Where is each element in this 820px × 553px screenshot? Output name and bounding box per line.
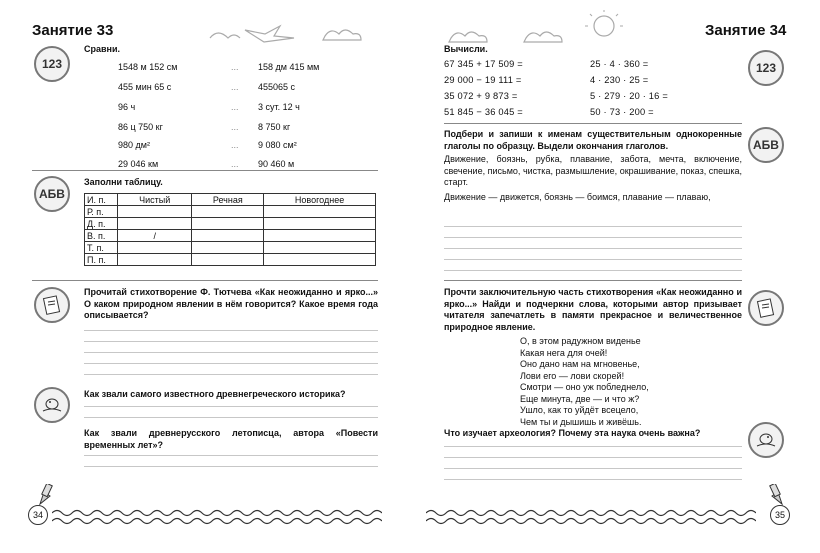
knowledge-section-icon-right bbox=[748, 422, 784, 458]
pencil-icon bbox=[36, 484, 56, 506]
answer-line bbox=[444, 468, 742, 469]
verbs-heading: Подбери и запиши к именам существительным однокоренные глаголы по образцу. Выдели окончания глаголов. bbox=[444, 129, 742, 151]
poem-line: Смотри — оно уж побледнело, bbox=[520, 382, 649, 392]
table-case-r: Р. п. bbox=[85, 206, 118, 218]
answer-line bbox=[444, 248, 742, 249]
table-case-d: Д. п. bbox=[85, 218, 118, 230]
poem-line: Какая нега для очей! bbox=[520, 347, 608, 358]
answer-line bbox=[84, 363, 378, 364]
compare-dots-4: ... bbox=[231, 122, 239, 132]
calc-expr-5: 25 · 4 · 360 = bbox=[590, 59, 649, 69]
table-cell[interactable] bbox=[264, 218, 376, 230]
poem-line: Оно дано нам на мгновенье, bbox=[520, 359, 640, 369]
numbers-123-icon: 123 bbox=[755, 61, 777, 75]
poem-question: Прочитай стихотворение Ф. Тютчева «Как неожиданно и ярко...» О каком природном явлении в нём говорится? Какое время года описывается? bbox=[84, 287, 378, 320]
language-section-icon-right bbox=[748, 127, 784, 163]
math-section-icon bbox=[34, 46, 70, 82]
poem-line: Лови его — лови скорей! bbox=[520, 370, 625, 381]
poem-line: Ушло, как то уйдёт всецело, bbox=[520, 405, 639, 415]
compare-left-1: 1548 м 152 см bbox=[118, 62, 178, 72]
compare-dots-3: ... bbox=[231, 102, 239, 112]
verbs-word-list: Движение, боязнь, рубка, плавание, забота, мечта, включение, свечение, письмо, чистка, размышление, окрашивание, показ, спешка, старт. bbox=[444, 154, 742, 187]
table-cell[interactable] bbox=[192, 206, 264, 218]
calc-expr-2: 29 000 − 19 111 = bbox=[444, 75, 522, 85]
section-divider bbox=[32, 280, 378, 281]
wave-decoration bbox=[426, 508, 756, 528]
table-case-t: Т. п. bbox=[85, 242, 118, 254]
answer-line bbox=[84, 341, 378, 342]
language-section-icon bbox=[34, 176, 70, 212]
section-divider bbox=[444, 280, 742, 281]
compare-right-2: 455065 с bbox=[258, 82, 296, 92]
poem-line: Еще минута, две — и что ж? bbox=[520, 393, 640, 404]
table-cell[interactable] bbox=[118, 242, 192, 254]
page-number-35: 35 bbox=[770, 505, 790, 525]
answer-line bbox=[84, 417, 378, 418]
declension-table bbox=[84, 193, 376, 266]
letters-abv-icon: АБВ bbox=[753, 138, 779, 152]
table-heading: Заполни таблицу. bbox=[84, 177, 163, 187]
table-cell[interactable] bbox=[264, 254, 376, 266]
table-cell[interactable] bbox=[192, 254, 264, 266]
table-case-p: П. п. bbox=[85, 254, 118, 266]
math-section-icon-right bbox=[748, 50, 784, 86]
answer-line bbox=[444, 270, 742, 271]
page-number-34: 34 bbox=[28, 505, 48, 525]
answer-line bbox=[84, 455, 378, 456]
table-cell[interactable] bbox=[264, 242, 376, 254]
calc-expr-3: 35 072 + 9 873 = bbox=[444, 91, 518, 101]
calc-expr-4: 51 845 − 36 045 = bbox=[444, 107, 523, 117]
calc-expr-8: 50 · 73 · 200 = bbox=[590, 107, 654, 117]
table-cell[interactable] bbox=[264, 230, 376, 242]
verbs-example: Движение — движется, боязнь — боимся, плавание — плаваю, bbox=[444, 192, 711, 202]
reading-section-icon bbox=[34, 287, 70, 323]
calc-expr-1: 67 345 + 17 509 = bbox=[444, 59, 523, 69]
poem-line: О, в этом радужном виденье bbox=[520, 336, 641, 346]
wave-decoration bbox=[52, 508, 382, 528]
compare-left-3: 96 ч bbox=[118, 102, 136, 112]
table-cell[interactable] bbox=[192, 242, 264, 254]
compare-left-6: 29 046 км bbox=[118, 159, 159, 169]
reading-section-icon-right bbox=[748, 290, 784, 326]
answer-line bbox=[84, 406, 378, 407]
poem-task-heading: Прочти заключительную часть стихотворения «Как неожиданно и ярко...» Найди и подчеркни слова, которыми автор призывает читателя запечатлеть в памяти прекрасное и величественное природное явление. bbox=[444, 287, 742, 332]
bird-icon bbox=[755, 430, 777, 450]
table-header-col2: Речная bbox=[192, 194, 264, 206]
table-cell[interactable] bbox=[192, 218, 264, 230]
compare-left-5: 980 дм² bbox=[118, 140, 150, 150]
table-cell[interactable] bbox=[192, 230, 264, 242]
calc-col1 bbox=[444, 59, 523, 123]
compare-dots-5: ... bbox=[231, 140, 239, 150]
calc-expr-7: 5 · 279 · 20 · 16 = bbox=[590, 91, 668, 101]
compare-right-3: 3 сут. 12 ч bbox=[258, 102, 300, 112]
answer-line bbox=[444, 226, 742, 227]
answer-line bbox=[84, 374, 378, 375]
book-icon bbox=[756, 298, 776, 318]
compare-right-6: 90 460 м bbox=[258, 159, 295, 169]
archaeology-question: Что изучает археология? Почему эта наука очень важна? bbox=[444, 428, 701, 438]
compare-left-2: 455 мин 65 с bbox=[118, 82, 172, 92]
compare-dots-2: ... bbox=[231, 82, 239, 92]
letters-abv-icon: АБВ bbox=[39, 187, 65, 201]
table-header-col1: Чистый bbox=[118, 194, 192, 206]
table-case-v: В. п. bbox=[85, 230, 118, 242]
answer-line bbox=[444, 457, 742, 458]
lesson-33-title: Занятие 33 bbox=[32, 22, 114, 39]
answer-line bbox=[444, 446, 742, 447]
table-cell[interactable] bbox=[118, 254, 192, 266]
table-cell[interactable] bbox=[264, 206, 376, 218]
bird-clouds-decoration bbox=[205, 18, 395, 44]
answer-line bbox=[84, 352, 378, 353]
answer-line bbox=[444, 259, 742, 260]
calc-col2 bbox=[590, 59, 668, 123]
compare-right-1: 158 дм 415 мм bbox=[258, 62, 320, 72]
compare-right-4: 8 750 кг bbox=[258, 122, 291, 132]
compare-left-4: 86 ц 750 кг bbox=[118, 122, 163, 132]
table-cell[interactable] bbox=[118, 206, 192, 218]
section-divider bbox=[32, 170, 378, 171]
compare-dots-1: ... bbox=[231, 62, 239, 72]
table-header-col3: Новогоднее bbox=[264, 194, 376, 206]
compare-dots-6: ... bbox=[231, 159, 239, 169]
table-cell[interactable] bbox=[118, 218, 192, 230]
historian-question: Как звали самого известного древнегреческого историка? bbox=[84, 389, 346, 399]
chronicler-question: Как звали древнерусского летописца, автора «Повести временных лет»? bbox=[84, 428, 378, 450]
knowledge-section-icon bbox=[34, 387, 70, 423]
sun-clouds-decoration bbox=[446, 10, 636, 44]
pencil-icon bbox=[766, 484, 786, 506]
answer-line bbox=[84, 466, 378, 467]
table-header-case: И. п. bbox=[85, 194, 118, 206]
compare-right-5: 9 080 см² bbox=[258, 140, 297, 150]
poem-line: Чем ты и дышишь и живёшь. bbox=[520, 416, 642, 427]
answer-line bbox=[444, 479, 742, 480]
numbers-123-icon: 123 bbox=[41, 57, 63, 71]
compare-heading: Сравни. bbox=[84, 44, 121, 54]
calc-expr-6: 4 · 230 · 25 = bbox=[590, 75, 649, 85]
poem-text bbox=[520, 336, 649, 428]
section-divider bbox=[444, 123, 742, 124]
table-cell-slash[interactable]: / bbox=[118, 230, 192, 242]
lesson-34-title: Занятие 34 bbox=[705, 22, 787, 39]
calc-heading: Вычисли. bbox=[444, 44, 488, 54]
answer-line bbox=[84, 330, 378, 331]
answer-line bbox=[444, 237, 742, 238]
book-icon bbox=[42, 295, 62, 315]
bird-icon bbox=[41, 395, 63, 415]
